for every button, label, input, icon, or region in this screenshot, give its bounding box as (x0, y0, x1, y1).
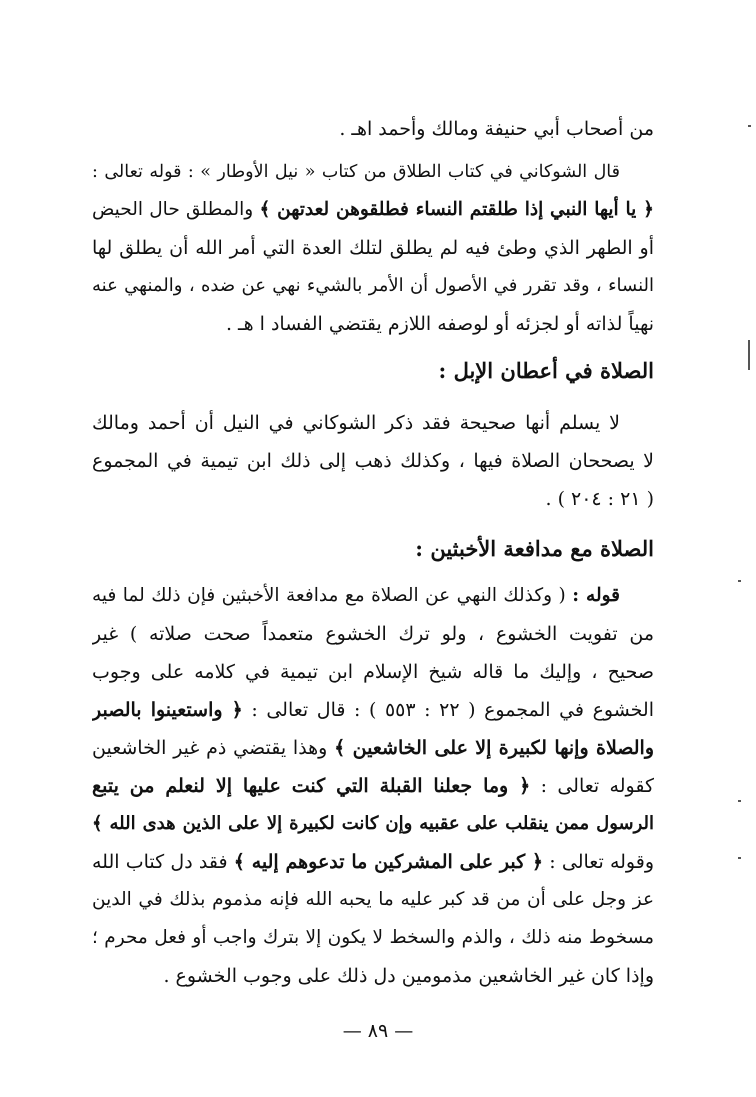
quran-verse: والصلاة وإنها لكبيرة إلا على الخاشعين ﴾ (334, 737, 654, 759)
quran-verse: الرسول ممن ينقلب على عقبيه وإن كانت لكبيرة إلا على الذين هدى الله ﴾ (92, 813, 654, 834)
paragraph-4 (92, 577, 654, 995)
quran-verse: ﴿ وما جعلنا القبلة التي كنت عليها إلا لنعلم من يتبع (92, 775, 531, 797)
text-line: من تفويت الخشوع ، ولو ترك الخشوع متعمداً صحت صلاته ) غير (92, 623, 654, 645)
text-line (92, 691, 654, 729)
text-line: قال الشوكاني في كتاب الطلاق من كتاب « نيل الأوطار » : قوله تعالى : (92, 162, 620, 182)
text-span: كقوله تعالى : (530, 775, 654, 797)
text-line (92, 191, 654, 229)
text-line (92, 577, 654, 615)
text-line: مسخوط منه ذلك ، والذم والسخط لا يكون إلا بترك واجب أو فعل محرم ؛ (92, 927, 654, 948)
section-heading: الصلاة مع مدافعة الأخبثين : (415, 536, 654, 561)
text-span: وقوله تعالى : (543, 851, 654, 873)
scan-mark (738, 800, 741, 802)
text-line: عز وجل على أن من قد كبر عليه ما يحبه الله فإنه مذموم بذلك في الدين (92, 889, 654, 910)
paragraph-2 (92, 153, 654, 343)
bold-label: قوله : (572, 585, 620, 606)
text-line: ( ٢١ : ٢٠٤ ) . (545, 488, 654, 510)
text-line: النساء ، وقد تقرر في الأصول أن الأمر بالشيء نهي عن ضده ، والمنهي عنه (92, 275, 654, 296)
text-span: فقد دل كتاب الله (92, 851, 234, 873)
text-line (92, 843, 654, 881)
page-number: — ٨٩ — (342, 1020, 414, 1042)
text-span: ( وكذلك النهي عن الصلاة مع مدافعة الأخبثين فإن ذلك لما فيه (92, 585, 573, 606)
text-line: أو الطهر الذي وطئ فيه لم يطلق لتلك العدة التي أمر الله أن يطلق لها (92, 237, 654, 259)
quran-verse: ﴿ واستعينوا بالصبر (92, 699, 243, 721)
scan-mark (748, 125, 751, 127)
text-span: وهذا يقتضي ذم غير الخاشعين (92, 737, 335, 759)
paragraph-1 (92, 110, 654, 148)
text-span: والمطلق حال الحيض (92, 199, 260, 220)
text-line: صحيح ، وإليك ما قاله شيخ الإسلام ابن تيمية في كلامه على وجوب (92, 661, 654, 683)
scan-mark (738, 580, 741, 582)
text-line: من أصحاب أبي حنيفة ومالك وأحمد اهـ . (339, 118, 654, 140)
section-heading: الصلاة في أعطان الإبل : (438, 358, 654, 383)
text-line: وإذا كان غير الخاشعين مذمومين دل ذلك على وجوب الخشوع . (163, 965, 654, 987)
quran-verse: ﴿ كبر على المشركين ما تدعوهم إليه ﴾ (233, 851, 544, 873)
text-line (92, 767, 654, 805)
text-line: لا يسلم أنها صحيحة فقد ذكر الشوكاني في النيل أن أحمد ومالك (92, 412, 620, 434)
quran-verse: ﴿ يا أيها النبي إذا طلقتم النساء فطلقوهن لعدتهن ﴾ (259, 199, 654, 220)
text-span: الخشوع في المجموع ( ٢٢ : ٥٥٣ ) : قال تعالى : (242, 699, 654, 721)
text-line (92, 729, 654, 767)
text-line: لا يصححان الصلاة فيها ، وكذلك ذهب إلى ذلك ابن تيمية في المجموع (92, 450, 654, 472)
text-line (92, 805, 654, 843)
text-line: نهياً لذاته أو لجزئه أو لوصفه اللازم يقتضي الفساد ا هـ . (225, 313, 654, 335)
scan-mark (748, 340, 750, 370)
paragraph-3 (92, 404, 654, 518)
scan-mark (738, 857, 741, 859)
